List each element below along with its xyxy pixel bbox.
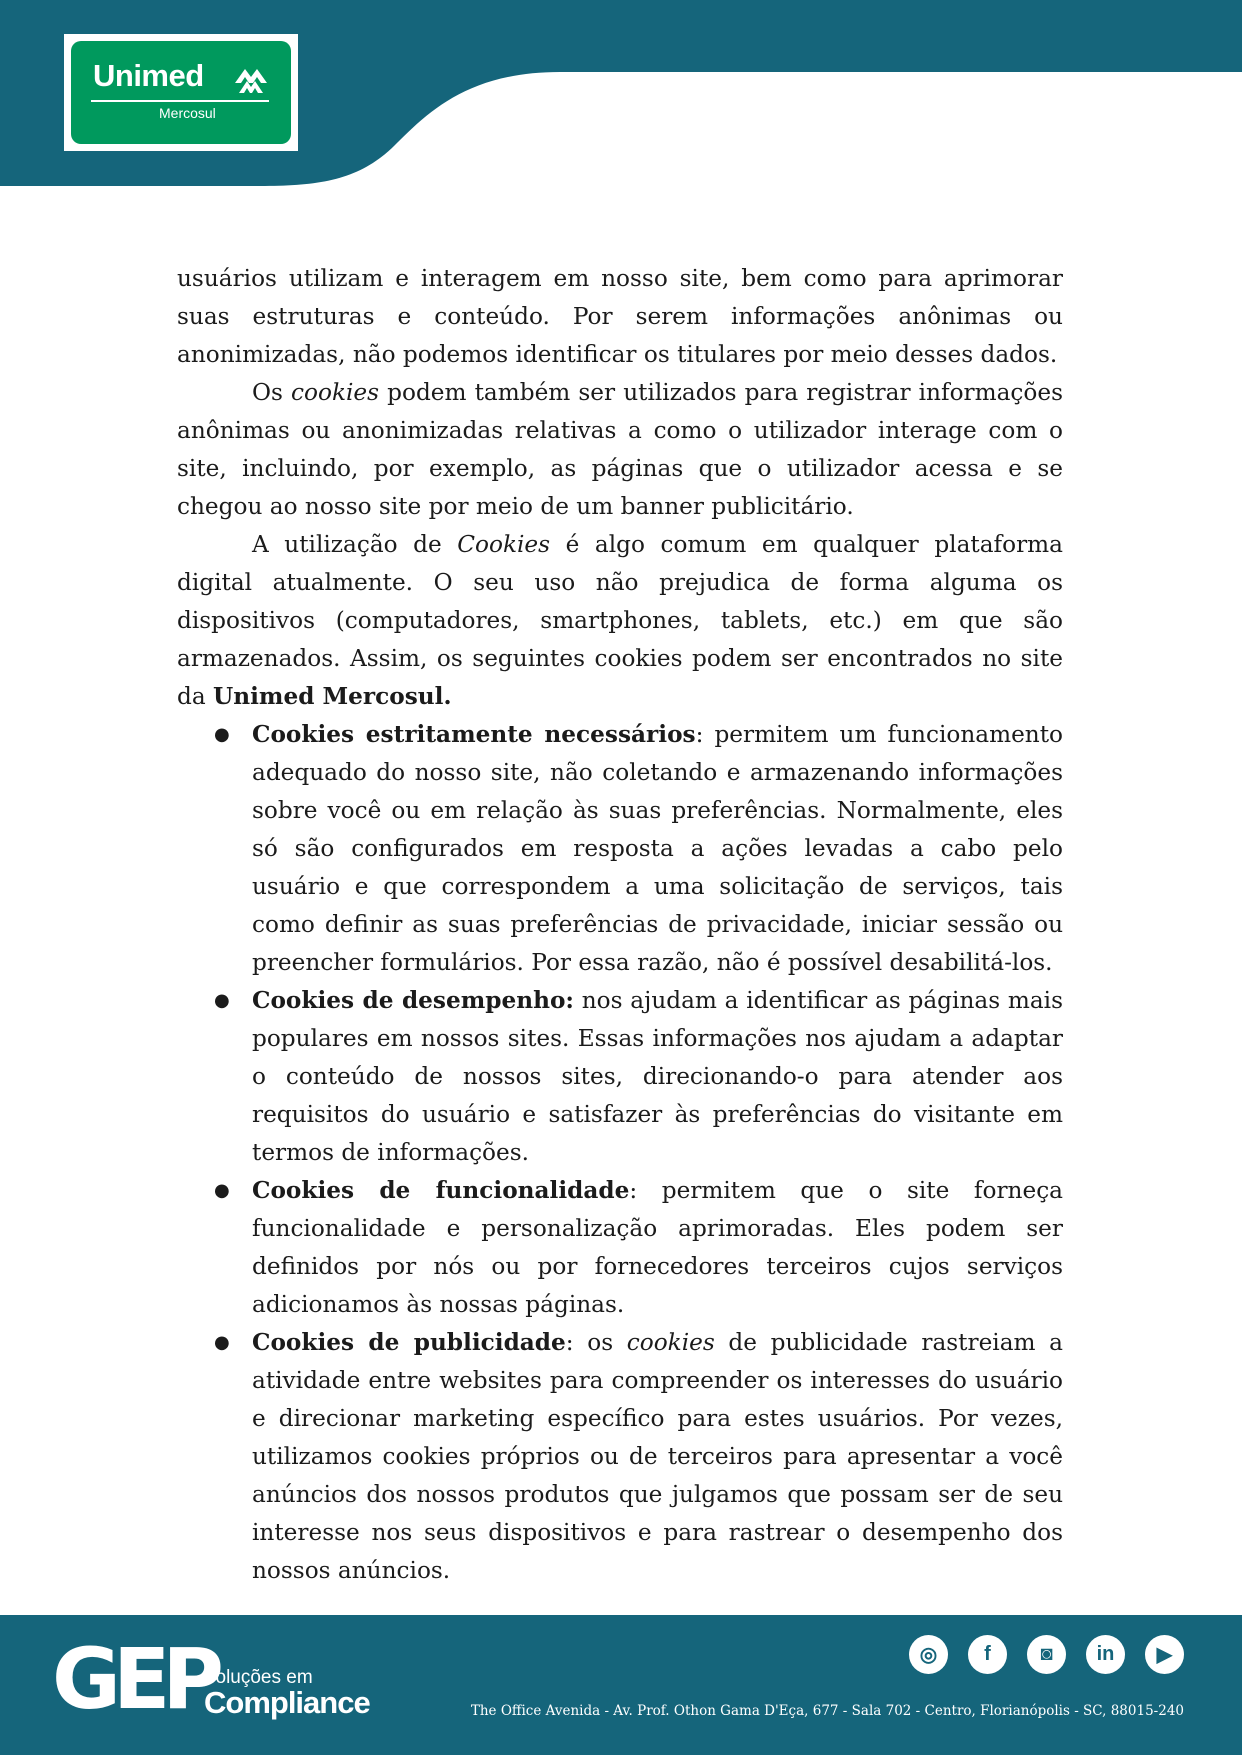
youtube-icon[interactable]: ▶ xyxy=(1145,1635,1184,1674)
logo-brand-text: Unimed xyxy=(93,58,204,93)
paragraph-2: Os cookies podem também ser utilizados para registrar informações anônimas ou anonimizadas relativas a como o utilizador interage com o site, incluindo, por exemplo, as páginas que o utilizador acessa e se chegou ao nosso site por meio de um banner publicitário. xyxy=(177,379,1064,520)
gep-logo-compliance: Compliance xyxy=(204,1685,370,1720)
facebook-icon[interactable]: f xyxy=(968,1635,1007,1674)
list-item: ● Cookies de funcionalidade: permitem que o site forneça funcionalidade e personalização aprimoradas. Eles podem ser definidos por nós ou por fornecedores terceiros cujos serviços adicionamos às nossas páginas. xyxy=(252,1172,1063,1324)
social-links xyxy=(909,1635,1184,1674)
linkedin-icon[interactable]: in xyxy=(1086,1635,1125,1674)
gep-logo-tagline: soluções em xyxy=(206,1667,313,1688)
emphasis-cookies: Cookies xyxy=(457,531,551,558)
paragraph-1: usuários utilizam e interagem em nosso site, bem como para aprimorar suas estruturas e conteúdo. Por serem informações anônimas ou anonimizadas, não podemos identificar os titulares por meio desses dados. xyxy=(177,265,1063,368)
emphasis-cookies: cookies xyxy=(291,379,380,406)
gep-logo xyxy=(52,1630,372,1733)
gep-logo-text: GEP xyxy=(52,1630,216,1728)
list-item: ● Cookies de desempenho: nos ajudam a identificar as páginas mais populares em nossos sites. Essas informações nos ajudam a adaptar o conteúdo de nossos sites, direcionando-o para atender aos requisitos do usuário e satisfazer às preferências do visitante em termos de informações. xyxy=(252,982,1063,1172)
unimed-logo xyxy=(64,34,298,151)
globe-icon[interactable]: ◎ xyxy=(909,1635,948,1674)
document-body xyxy=(177,260,1063,1590)
cookie-types-list xyxy=(177,716,1063,1590)
list-item: ● Cookies estritamente necessários: permitem um funcionamento adequado do nosso site, não coletando e armazenando informações sobre você ou em relação às suas preferências. Normalmente, eles só são configurados em resposta a ações levadas a cabo pelo usuário e que correspondem a uma solicitação de serviços, tais como definir as suas preferências de privacidade, iniciar sessão ou preencher formulários. Por essa razão, não é possível desabilitá-los. xyxy=(252,716,1063,982)
unimed-tree-icon xyxy=(231,63,271,101)
footer-address: The Office Avenida - Av. Prof. Othon Gama D'Eça, 677 - Sala 702 - Centro, Florianópolis - SC, 88015-240 xyxy=(470,1703,1184,1719)
logo-sub-text: Mercosul xyxy=(159,105,216,121)
footer xyxy=(0,1615,1242,1755)
list-item: ● Cookies de publicidade: os cookies de publicidade rastreiam a atividade entre websites para compreender os interesses do usuário e direcionar marketing específico para estes usuários. Por vezes, utilizamos cookies próprios ou de terceiros para apresentar a você anúncios dos nossos produtos que julgamos que possam ser de seu interesse nos seus dispositivos e para rastrear o desempenho dos nossos anúncios. xyxy=(252,1324,1063,1590)
instagram-icon[interactable]: ◙ xyxy=(1027,1635,1066,1674)
logo-divider xyxy=(91,100,269,102)
company-name: Unimed Mercosul. xyxy=(213,683,452,710)
paragraph-3: A utilização de Cookies é algo comum em qualquer plataforma digital atualmente. O seu uso não prejudica de forma alguma os dispositivos (computadores, smartphones, tablets, etc.) em que são armazenados. Assim, os seguintes cookies podem ser encontrados no site da Unimed Mercosul. xyxy=(177,531,1063,710)
